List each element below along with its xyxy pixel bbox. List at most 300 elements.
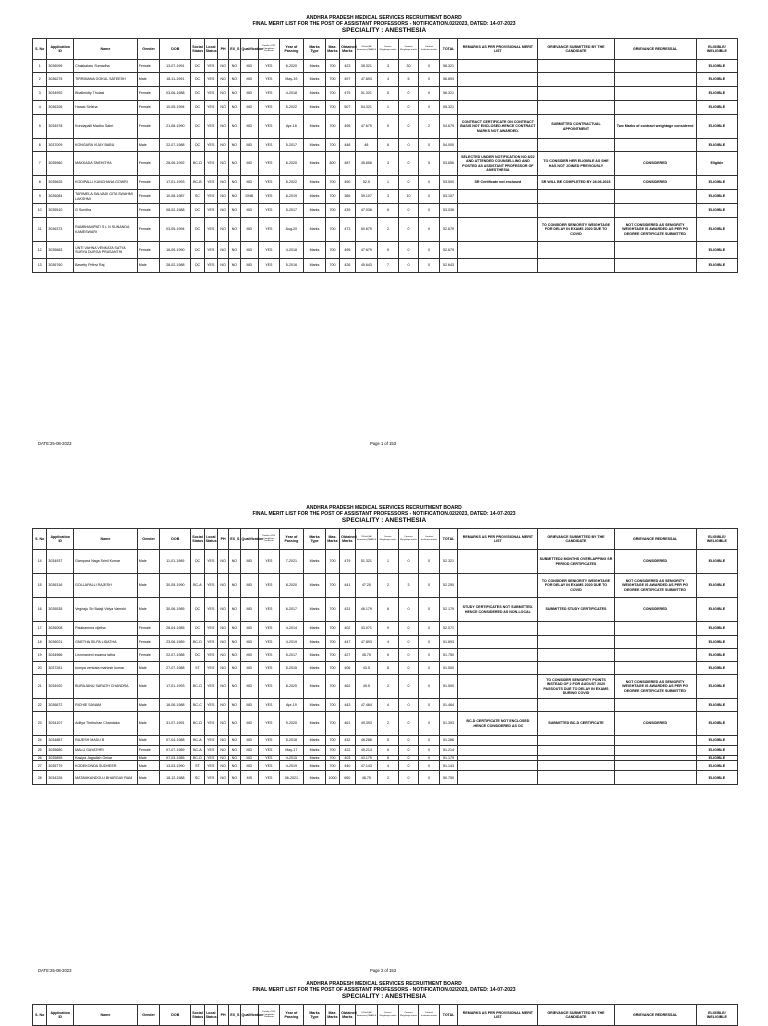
cell-local-status: YES [204,550,217,574]
cell-service-weightage: 2 [378,712,399,736]
cell-max-marks: 700 [325,101,339,115]
cell-total-percent: 47.143 [355,761,378,771]
cell-eligibility: ELIGIBLE [696,649,737,662]
cell-name: Kondapalli Madhu Sabri [74,115,138,139]
col-header-eligibility: ELIGIBLE/ INELIGIBLE [696,39,737,60]
cell-pg-completion-certificate: YES [259,574,280,598]
cell-s-no: 21 [33,675,47,699]
col-header-remarks: REMARKS AS PER PROVISIONAL MERIT LIST [458,39,538,60]
cell-contract-weightage: 0 [398,699,419,712]
cell-gender: Female [137,115,160,139]
cell-dob: 10-08-1987 [160,190,191,204]
cell-ex-s: NO [229,152,240,176]
list-title: FINAL MERIT LIST FOR THE POST OF ASSISTANT PROFESSORS - NOTIFICATION.02/2023, DATED: 14-07-2023 [252,987,516,994]
cell-qualification: MD [240,152,258,176]
cell-local-status: YES [204,152,217,176]
cell-eligibility: ELIGIBLE [696,636,737,649]
cell-eligibility: ELIGIBLE [696,771,737,785]
col-header-name: Name [74,529,138,550]
cell-local-status: YES [204,699,217,712]
cell-gender: Female [137,87,160,101]
cell-marks-type: Marks [304,218,326,242]
cell-ex-s: NO [229,574,240,598]
cell-obtained-marks: 495 [340,115,355,139]
cell-service-weightage: 6 [378,649,399,662]
cell-marks-type: Marks [304,152,326,176]
cell-pg-completion-certificate: YES [259,139,280,152]
col-header-qualification: Qualification [240,39,258,60]
cell-s-no: 26 [33,756,47,761]
cell-total-percent: 39.107 [355,190,378,204]
cell-ph: NO [217,622,228,636]
cell-year-of-passing: 4-2014 [279,622,304,636]
col-header-contract-institution: Contract Institution marks [419,39,440,60]
cell-s-no: 16 [33,598,47,622]
cell-name: Chakkalaru Sumadha [74,60,138,73]
cell-dob: 30-05-1990 [160,574,191,598]
cell-year-of-passing: Aug-20 [279,218,304,242]
cell-gender: Male [137,712,160,736]
cell-obtained-marks: 406 [340,662,355,675]
cell-remarks [458,218,538,242]
cell-grievance-submitted [538,101,614,115]
cell-grievance-submitted [538,242,614,259]
cell-service-weightage: 4 [378,761,399,771]
cell-ex-s: NO [229,176,240,190]
cell-marks-type: Marks [304,771,326,785]
cell-grievance-redressal [614,636,696,649]
cell-max-marks: 800 [325,152,339,176]
cell-obtained-marks: 650 [340,771,355,785]
cell-marks-type: Marks [304,204,326,218]
cell-application-id: 3036316 [47,574,74,598]
cell-service-weightage: 3 [378,60,399,73]
cell-s-no: 5 [33,115,47,139]
col-header-total: TOTAL [439,529,457,550]
cell-eligibility: ELIGIBLE [696,60,737,73]
cell-application-id: 3034978 [47,115,74,139]
cell-contract-weightage: 0 [398,242,419,259]
cell-marks-type: Marks [304,756,326,761]
cell-qualification: MD [240,176,258,190]
col-header-ex-s: EX_S [229,529,240,550]
cell-total: 53.036 [439,204,457,218]
cell-ph: NO [217,218,228,242]
cell-service-weightage: 1 [378,101,399,115]
cell-contract-institution: 0 [419,636,440,649]
col-header-ph: PH [217,1005,228,1026]
table-row [33,101,738,115]
cell-application-id: 3034107 [47,712,74,736]
cell-max-marks: 700 [325,190,339,204]
cell-application-id: 3034937 [47,550,74,574]
col-header-contract-institution: Contract Institution marks [419,1005,440,1026]
cell-year-of-passing: 4-2018 [279,87,304,101]
table-row [33,218,738,242]
cell-contract-institution: 0 [419,550,440,574]
cell-gender: Female [137,101,160,115]
col-header-remarks: REMARKS AS PER PROVISIONAL MERIT LIST [458,1005,538,1026]
list-title: FINAL MERIT LIST FOR THE POST OF ASSISTANT PROFESSORS - NOTIFICATION.02/2023, DATED: 14-07-2023 [252,21,516,28]
cell-service-weightage: 9 [378,622,399,636]
cell-total: 51.214 [439,746,457,756]
cell-max-marks: 700 [325,736,339,746]
cell-local-status: YES [204,242,217,259]
cell-local-status: YES [204,662,217,675]
col-header-dob: DOB [160,529,191,550]
cell-total-percent: 46.179 [355,598,378,622]
cell-total: 51.464 [439,699,457,712]
cell-eligibility: ELIGIBLE [696,712,737,736]
col-header-pg-completion-certificate: Details of PG Completion Ceritficate [259,1005,280,1026]
cell-qualification: MD [240,242,258,259]
cell-social-status: ST [191,761,204,771]
cell-eligibility: ELIGIBLE [696,101,737,115]
footer-page-number: Page 2 of 153 [370,968,397,973]
cell-grievance-redressal: NOT CONSIDERED AS SENIORITY WEIGHTAGE IS AWARDED AS PER PG DEGREE CERTIFICATE SUBMITTED [614,218,696,242]
cell-max-marks: 700 [325,675,339,699]
cell-name: Vegiraju Sri Balaji Vidya Vamshi [74,598,138,622]
cell-grievance-redressal [614,662,696,675]
cell-s-no: 1 [33,60,47,73]
cell-max-marks: 700 [325,204,339,218]
col-header-s-no: S. No [33,529,47,550]
cell-local-status: YES [204,115,217,139]
cell-total: 52.250 [439,574,457,598]
col-header-grievance-redressal: GRIEVANCE REDRESSAL [614,39,696,60]
cell-pg-completion-certificate: YES [259,598,280,622]
cell-dob: 08-02-1988 [160,204,191,218]
cell-total: 50.750 [439,771,457,785]
cell-qualification: MD [240,622,258,636]
cell-grievance-submitted [538,190,614,204]
cell-total-percent: 43.179 [355,756,378,761]
cell-total-percent: 46.286 [355,736,378,746]
cell-grievance-redressal: NOT CONSIDERED AS SENIORITY WEIGHTAGE IS AWARDED AS PER PG DEGREE CERTIFICATE SUBMITTED [614,675,696,699]
cell-name: KONGARA VIJAY BABU [74,139,138,152]
cell-pg-completion-certificate: YES [259,73,280,87]
cell-pg-completion-certificate: YES [259,218,280,242]
cell-ex-s: NO [229,746,240,756]
cell-service-weightage: 3 [378,190,399,204]
cell-local-status: YES [204,190,217,204]
cell-s-no: 15 [33,574,47,598]
cell-service-weightage: 1 [378,550,399,574]
cell-remarks [458,259,538,273]
cell-application-id: 3035683 [47,242,74,259]
cell-local-status: YES [204,574,217,598]
cell-ex-s: NO [229,550,240,574]
col-header-pg-completion-certificate: Details of PG Completion Ceritficate [259,529,280,550]
cell-remarks [458,139,538,152]
cell-grievance-submitted [538,622,614,636]
merit-table [32,528,738,785]
table-row [33,746,738,756]
cell-grievance-redressal [614,736,696,746]
cell-ph: NO [217,87,228,101]
table-row [33,190,738,204]
cell-qualification: MD [240,746,258,756]
table-row [33,204,738,218]
cell-local-status: YES [204,139,217,152]
col-header-application-id: Application ID [47,529,74,550]
cell-eligibility: ELIGIBLE [696,699,737,712]
cell-year-of-passing: 5-2022 [279,176,304,190]
cell-ph: NO [217,712,228,736]
cell-grievance-submitted: TO CONSIDER SENIORITY WEIGHTAGE FOR DELAY IN EXAMS 2020 DUE TO COVID [538,218,614,242]
cell-marks-type: Marks [304,190,326,204]
col-header-gender: Gender [137,529,160,550]
cell-max-marks: 700 [325,73,339,87]
cell-grievance-submitted [538,60,614,73]
cell-social-status: ST [191,662,204,675]
cell-grievance-submitted: TO CONSIDER SENIORITY WEIGHTAGE FOR DELAY IN EXAMS 2020 DUE TO COVID [538,574,614,598]
footer-date: DATE:25-08-2023 [38,441,72,446]
cell-ph: NO [217,139,228,152]
cell-pg-completion-certificate: YES [259,101,280,115]
cell-name: MAKKADA SNEHITHA [74,152,138,176]
cell-contract-institution: 0 [419,649,440,662]
cell-name: Gampara Naga Srinil Kumar [74,550,138,574]
cell-ex-s: NO [229,190,240,204]
cell-marks-type: Marks [304,736,326,746]
cell-contract-weightage: 0 [398,746,419,756]
cell-service-weightage: 2 [378,675,399,699]
cell-contract-weightage: 0 [398,87,419,101]
cell-year-of-passing: 8-2020 [279,574,304,598]
cell-dob: 18-11-1991 [160,73,191,87]
table-row [33,139,738,152]
table-row [33,152,738,176]
table-row [33,761,738,771]
cell-contract-weightage: 0 [398,736,419,746]
cell-s-no: 18 [33,636,47,649]
col-header-local-status: Local Status [204,1005,217,1026]
cell-ex-s: NO [229,87,240,101]
cell-contract-weightage: 0 [398,649,419,662]
cell-contract-institution: 0 [419,756,440,761]
cell-marks-type: Marks [304,746,326,756]
cell-qualification: MD [240,218,258,242]
cell-year-of-passing: 5-2017 [279,139,304,152]
cell-qualification: MD [240,115,258,139]
speciality-title: SPECIALITY : ANESTHESIA [341,27,427,35]
cell-remarks [458,622,538,636]
col-header-grievance-submitted: GRIEVANCE SUBMITTED BY THE CANDIDATE [538,529,614,550]
cell-pg-completion-certificate: YES [259,550,280,574]
cell-s-no: 9 [33,190,47,204]
cell-total: 51.500 [439,662,457,675]
cell-s-no: 11 [33,218,47,242]
cell-s-no: 12 [33,242,47,259]
cell-contract-institution: 0 [419,574,440,598]
cell-contract-institution: 0 [419,761,440,771]
cell-total-percent: 45.214 [355,746,378,756]
cell-ph: NO [217,73,228,87]
cell-grievance-submitted: SUBMITTED STUDY CERTIFICATES [538,598,614,622]
col-header-social-status: Social Status [191,529,204,550]
cell-qualification: MD [240,598,258,622]
cell-ph: NO [217,598,228,622]
cell-year-of-passing: May-19 [279,73,304,87]
cell-marks-type: Marks [304,550,326,574]
cell-max-marks: 700 [325,662,339,675]
cell-qualification: MD [240,259,258,273]
cell-service-weightage: 4 [378,636,399,649]
cell-ph: NO [217,771,228,785]
cell-application-id: 3036275 [47,73,74,87]
cell-contract-institution: 0 [419,242,440,259]
cell-local-status: YES [204,636,217,649]
cell-eligibility: ELIGIBLE [696,761,737,771]
table-row [33,176,738,190]
cell-application-id: 3035625 [47,176,74,190]
cell-contract-weightage: 0 [398,139,419,152]
cell-dob: 13-07-1991 [160,60,191,73]
cell-obtained-marks: 426 [340,259,355,273]
col-header-dob: DOB [160,39,191,60]
cell-max-marks: 700 [325,218,339,242]
cell-service-weightage: 1 [378,176,399,190]
cell-marks-type: Marks [304,761,326,771]
cell-application-id: 3035680 [47,746,74,756]
cell-local-status: YES [204,675,217,699]
cell-dob: 23-06-1989 [160,636,191,649]
cell-contract-institution: 0 [419,204,440,218]
cell-contract-institution: 0 [419,712,440,736]
cell-contract-institution: 0 [419,598,440,622]
col-header-total-percent: %Total (All Semesters) MARKS [355,1005,378,1026]
cell-ex-s: NO [229,699,240,712]
cell-name: G Sunitha [74,204,138,218]
cell-dob: 10-05-1994 [160,101,191,115]
cell-total-percent: 47.893 [355,636,378,649]
cell-application-id: 3034966 [47,649,74,662]
cell-ph: NO [217,756,228,761]
table-row [33,699,738,712]
cell-gender: Male [137,736,160,746]
cell-contract-weightage: 0 [398,662,419,675]
cell-contract-weightage: 0 [398,622,419,636]
cell-obtained-marks: 495 [340,242,355,259]
cell-s-no: 28 [33,771,47,785]
cell-grievance-submitted [538,771,614,785]
cell-dob: 07-07-1989 [160,746,191,756]
cell-total-percent: 47.679 [355,242,378,259]
cell-marks-type: Marks [304,115,326,139]
speciality-title: SPECIALITY : ANESTHESIA [341,993,427,1001]
cell-name: MALU GAYATHRI [74,746,138,756]
cell-contract-institution: 0 [419,73,440,87]
cell-social-status: SC [191,190,204,204]
cell-remarks [458,73,538,87]
cell-local-status: YES [204,176,217,190]
cell-marks-type: Marks [304,259,326,273]
cell-total: 54.000 [439,139,457,152]
col-header-name: Name [74,1005,138,1026]
cell-ph: NO [217,662,228,675]
col-header-total: TOTAL [439,39,457,60]
cell-qualification: MD [240,761,258,771]
col-header-grievance-submitted: GRIEVANCE SUBMITTED BY THE CANDIDATE [538,39,614,60]
cell-qualification: DNB [240,190,258,204]
cell-eligibility: ELIGIBLE [696,73,737,87]
cell-max-marks: 700 [325,87,339,101]
cell-dob: 07-03-1985 [160,756,191,761]
table-row [33,636,738,649]
cell-service-weightage: 6 [378,204,399,218]
cell-qualification: MS [240,771,258,785]
cell-s-no: 3 [33,87,47,101]
cell-service-weightage: 7 [378,259,399,273]
cell-name: MATAMKANDOLU BHARGAV RAM [74,771,138,785]
cell-ex-s: NO [229,662,240,675]
table-row [33,771,738,785]
col-header-year-of-passing: Year of Passing [279,1005,304,1026]
cell-gender: Male [137,761,160,771]
cell-contract-weightage: 0 [398,712,419,736]
cell-social-status: OC [191,87,204,101]
cell-remarks [458,242,538,259]
cell-name: kompa venkata mahesh kumar [74,662,138,675]
cell-application-id: 3034992 [47,87,74,101]
col-header-max-marks: Max. Marks [325,1005,339,1026]
cell-total: 51.393 [439,712,457,736]
table-row [33,87,738,101]
cell-max-marks: 700 [325,712,339,736]
cell-service-weightage: 2 [378,218,399,242]
cell-eligibility: ELIGIBLE [696,598,737,622]
cell-grievance-redressal: NOT CONSIDERED AS SENIORITY WEIGHTAGE IS AWARDED AS PER PG DEGREE CERTIFICATE SUBMITTED [614,574,696,598]
cell-total: 53.500 [439,176,457,190]
cell-qualification: MD [240,636,258,649]
cell-grievance-submitted [538,73,614,87]
cell-total-percent: 50.679 [355,218,378,242]
cell-total: 52.179 [439,598,457,622]
col-header-grievance-redressal: GRIEVANCE REDRESSAL [614,1005,696,1026]
cell-application-id: 3035855 [47,756,74,761]
cell-ex-s: NO [229,101,240,115]
cell-grievance-redressal [614,87,696,101]
cell-social-status: BC-C [191,699,204,712]
col-header-total-percent: %Total (All Semesters) MARKS [355,529,378,550]
col-header-service-weightage: Service Weightage marks [378,1005,399,1026]
cell-eligibility: ELIGIBLE [696,756,737,761]
cell-qualification: MD [240,756,258,761]
cell-ex-s: NO [229,73,240,87]
cell-grievance-submitted: TO CONSIDER SENIORITY POINTS INSTEAD OF 2 FOR AUGUST 2020 PASSOUTS DUE TO DELAY IN EXAMS DURING COVID [538,675,614,699]
cell-total-percent: 48 [355,139,378,152]
cell-service-weightage: 6 [378,139,399,152]
cell-max-marks: 700 [325,139,339,152]
cell-contract-weightage: 5 [398,73,419,87]
cell-social-status: BC-D [191,152,204,176]
cell-grievance-redressal [614,204,696,218]
cell-ph: NO [217,574,228,598]
cell-dob: 22-07-1988 [160,649,191,662]
cell-year-of-passing: 4-2015 [279,756,304,761]
cell-service-weightage: 5 [378,242,399,259]
cell-name: GOLLAPALLI RAJESH [74,574,138,598]
cell-ph: NO [217,550,228,574]
table-row [33,259,738,273]
col-header-pg-completion-certificate: Details of PG Completion Ceritficate [259,39,280,60]
cell-contract-institution: 0 [419,139,440,152]
cell-ex-s: NO [229,736,240,746]
cell-year-of-passing: 5-2017 [279,649,304,662]
cell-pg-completion-certificate: YES [259,712,280,736]
board-title: ANDHRA PRADESH MEDICAL SERVICES RECRUITMENT BOARD [306,981,462,987]
